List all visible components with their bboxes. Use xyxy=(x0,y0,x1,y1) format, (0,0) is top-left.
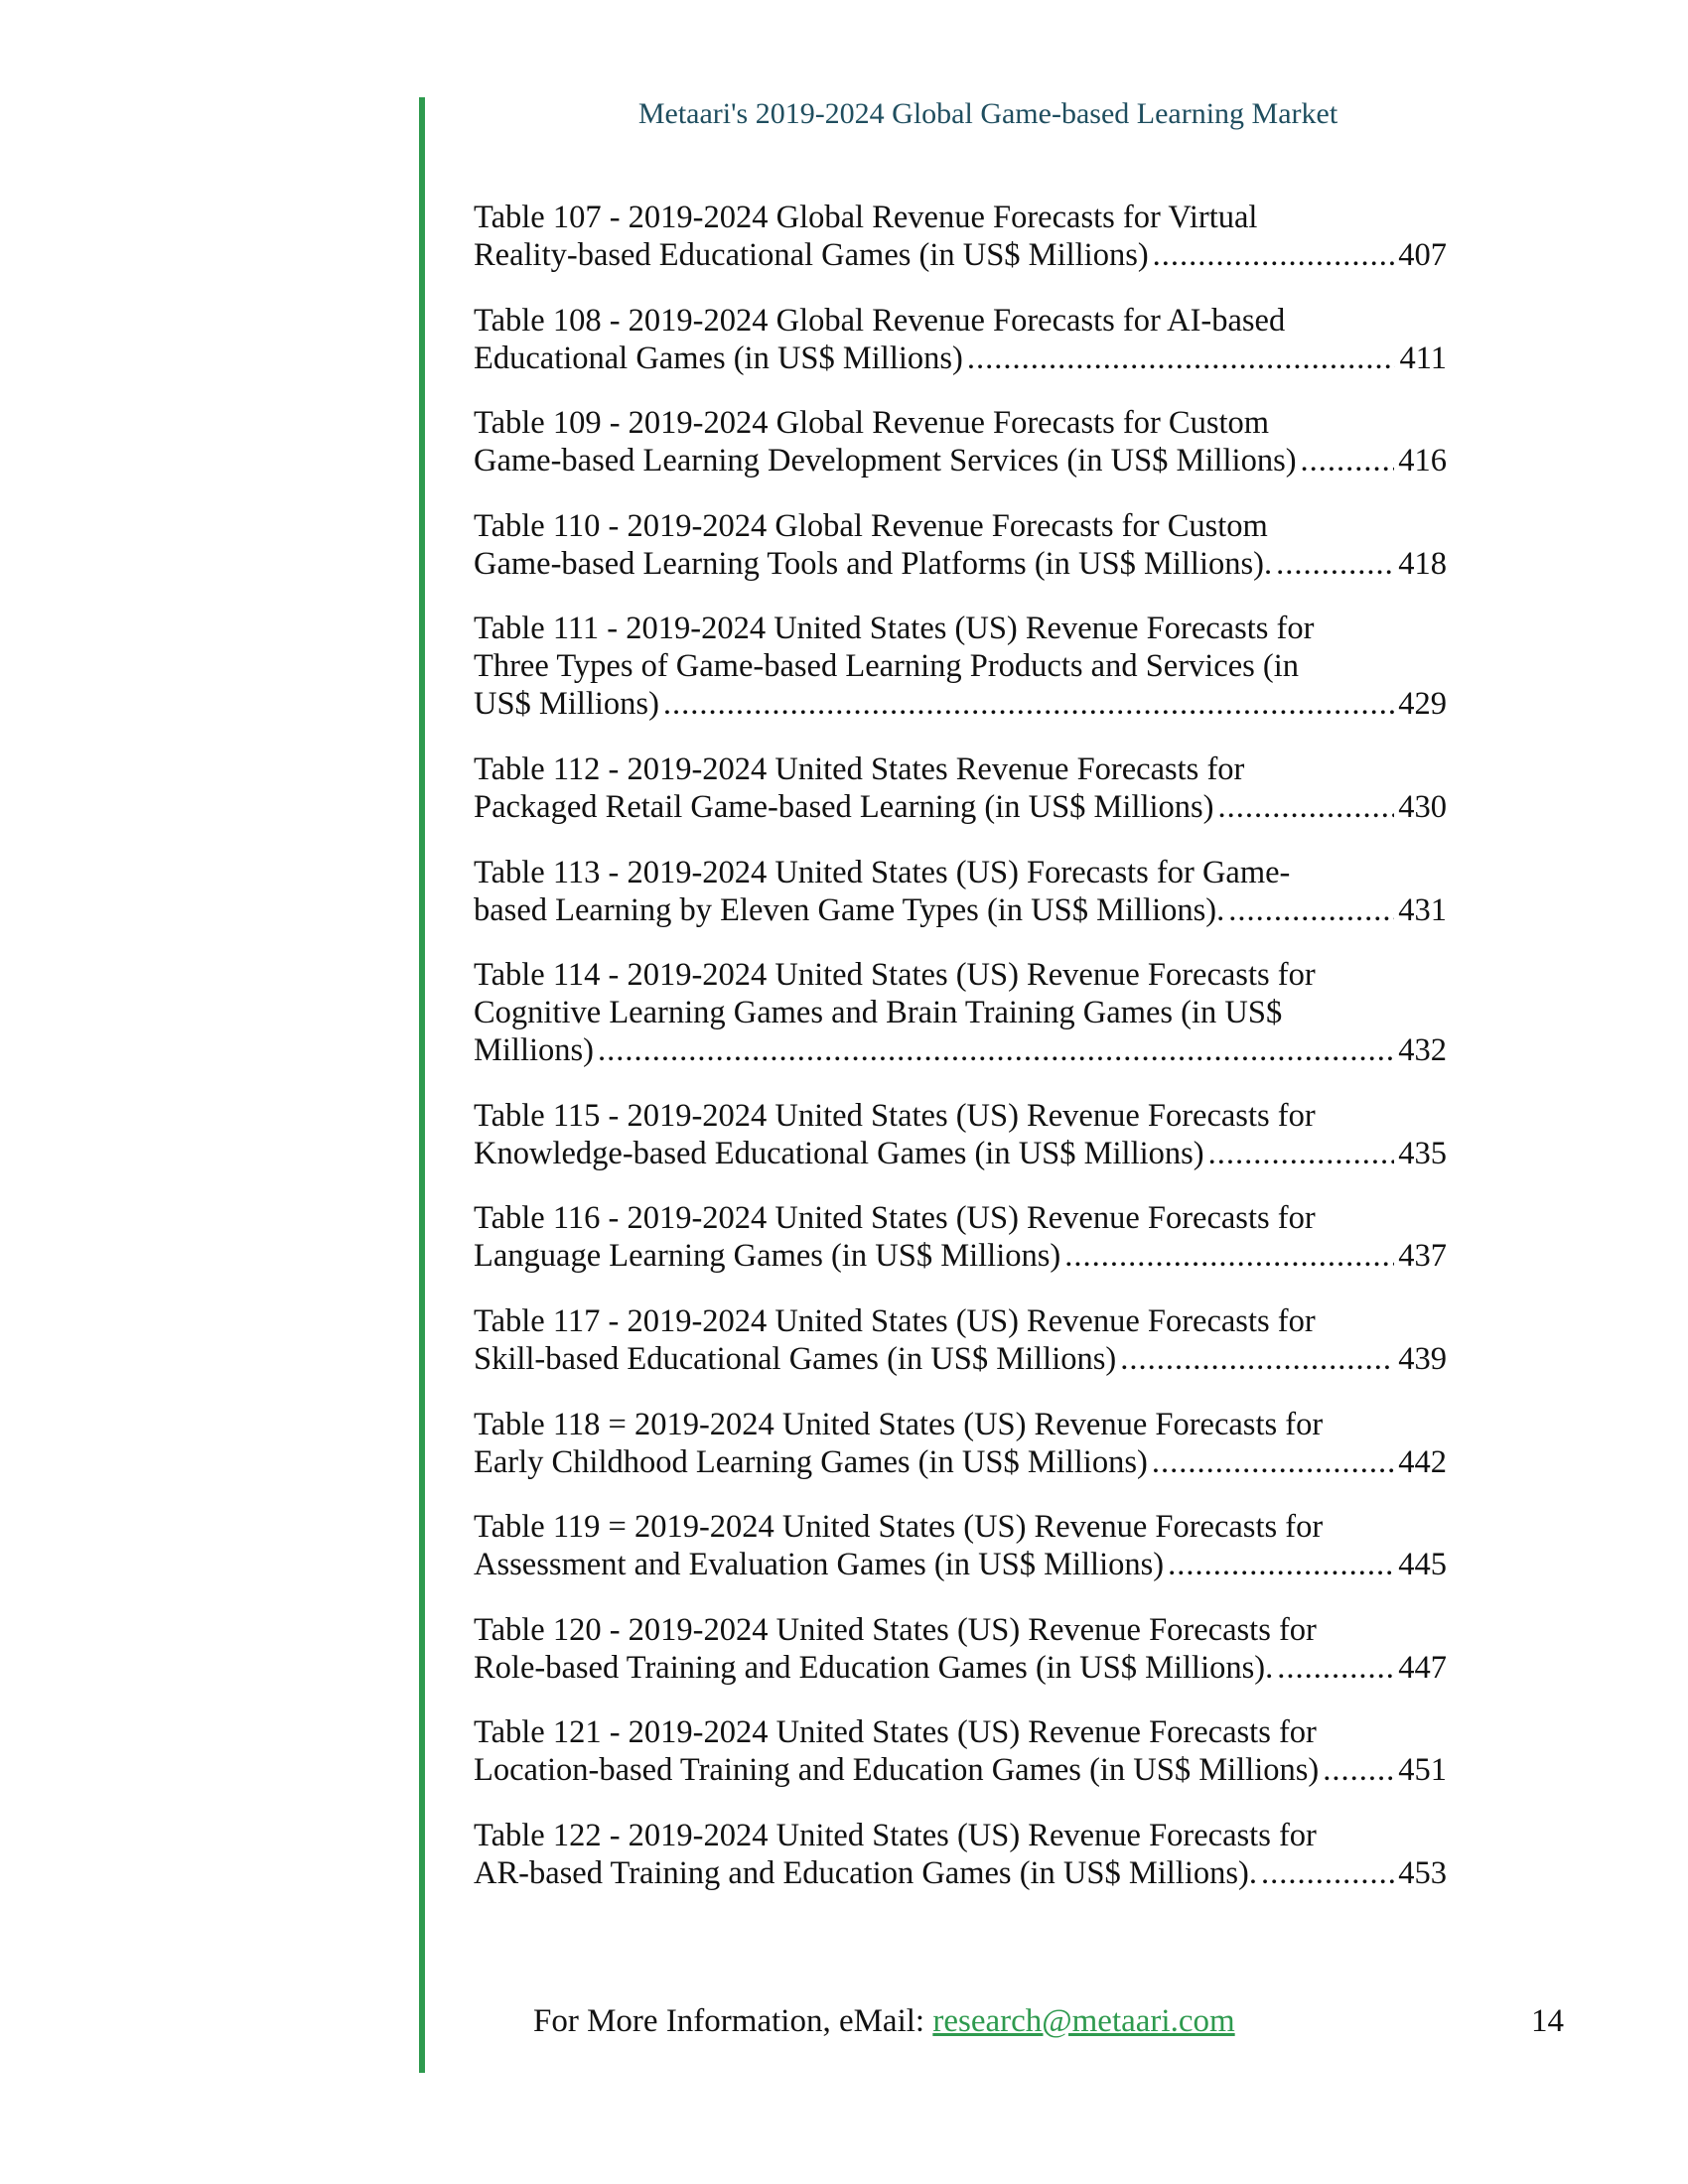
toc-entry[interactable] xyxy=(474,199,1447,274)
toc-entry-last-line xyxy=(474,1340,1447,1378)
toc-entry-line: Table 119 = 2019-2024 United States (US) Revenue Forecasts for xyxy=(474,1509,1324,1546)
toc-entry-title-end: Packaged Retail Game-based Learning (in US$ Millions) xyxy=(474,788,1214,825)
dot-leader xyxy=(1064,1237,1394,1275)
toc-entry-line: Table 108 - 2019-2024 Global Revenue Forecasts for AI-based xyxy=(474,302,1286,339)
toc-entry-page-number: 442 xyxy=(1398,1443,1447,1480)
toc-entry-page-number: 418 xyxy=(1398,545,1447,582)
footer-label: For More Information, eMail: xyxy=(533,2003,933,2039)
toc-entry-last-line xyxy=(474,236,1447,274)
toc-entry-last-line xyxy=(474,1854,1447,1892)
toc-entry-last-line xyxy=(474,891,1447,929)
toc-entry[interactable] xyxy=(474,956,1447,1069)
toc-entry-page-number: 431 xyxy=(1398,891,1447,928)
toc-entry-last-line xyxy=(474,1443,1447,1481)
toc-entry-page-number: 453 xyxy=(1398,1854,1447,1891)
dot-leader xyxy=(1208,1135,1395,1172)
toc-entry-line: Table 116 - 2019-2024 United States (US) Revenue Forecasts for xyxy=(474,1200,1316,1237)
footer-contact-text xyxy=(533,2003,1235,2040)
toc-entry[interactable] xyxy=(474,1817,1447,1892)
toc-entry-line: Three Types of Game-based Learning Products and Services (in xyxy=(474,648,1300,685)
toc-entry-title-end: Role-based Training and Education Games (in US$ Millions). xyxy=(474,1649,1274,1686)
toc-entry-line: Table 118 = 2019-2024 United States (US) Revenue Forecasts for xyxy=(474,1406,1324,1442)
toc-entry-last-line xyxy=(474,1751,1447,1789)
page-number: 14 xyxy=(1531,2003,1564,2039)
toc-entry-page-number: 445 xyxy=(1398,1547,1447,1583)
dot-leader xyxy=(598,1031,1394,1069)
toc-entry-last-line xyxy=(474,340,1447,377)
toc-entry-page-number: 407 xyxy=(1398,237,1447,273)
dot-leader xyxy=(1228,891,1394,929)
toc-entry[interactable] xyxy=(474,1097,1447,1172)
toc-entry[interactable] xyxy=(474,302,1447,377)
dot-leader xyxy=(1277,1649,1394,1687)
toc-entry-last-line xyxy=(474,1031,1447,1069)
toc-entry-page-number: 430 xyxy=(1398,788,1447,825)
toc-entry-title-end: based Learning by Eleven Game Types (in US$ Millions). xyxy=(474,891,1225,928)
toc-entry[interactable] xyxy=(474,507,1447,583)
toc-entry-title-end: Educational Games (in US$ Millions) xyxy=(474,340,963,376)
toc-entry-line: Table 111 - 2019-2024 United States (US) Revenue Forecasts for xyxy=(474,611,1315,647)
toc-entry[interactable] xyxy=(474,1199,1447,1275)
toc-entry-page-number: 411 xyxy=(1399,340,1447,376)
toc-entry-page-number: 439 xyxy=(1398,1340,1447,1377)
toc-entry-page-number: 447 xyxy=(1398,1649,1447,1686)
dot-leader xyxy=(967,340,1396,377)
toc-entry-line: Table 117 - 2019-2024 United States (US) Revenue Forecasts for xyxy=(474,1302,1316,1339)
dot-leader xyxy=(1218,788,1395,826)
dot-leader xyxy=(1261,1854,1394,1892)
left-green-rule xyxy=(419,97,425,2073)
toc-entry-title-end: Early Childhood Learning Games (in US$ Millions) xyxy=(474,1443,1148,1480)
toc-entry-line: Table 115 - 2019-2024 United States (US) Revenue Forecasts for xyxy=(474,1097,1316,1134)
dot-leader xyxy=(1323,1751,1394,1789)
toc-entry-title-end: Assessment and Evaluation Games (in US$ Millions) xyxy=(474,1547,1165,1583)
page-header-title: Metaari's 2019-2024 Global Game-based Learning Market xyxy=(637,97,1338,130)
dot-leader xyxy=(663,685,1394,723)
toc-entry-line: Table 110 - 2019-2024 Global Revenue Forecasts for Custom xyxy=(474,507,1268,544)
toc-entry[interactable] xyxy=(474,1713,1447,1789)
toc-entry-line: Table 121 - 2019-2024 United States (US) Revenue Forecasts for xyxy=(474,1714,1317,1751)
toc-entry-page-number: 451 xyxy=(1398,1752,1447,1789)
toc-entry[interactable] xyxy=(474,1302,1447,1378)
dot-leader xyxy=(1153,236,1395,274)
toc-entry-last-line xyxy=(474,685,1447,723)
toc-entry[interactable] xyxy=(474,1611,1447,1687)
dot-leader xyxy=(1301,442,1395,479)
toc-entry-line: Table 122 - 2019-2024 United States (US) Revenue Forecasts for xyxy=(474,1817,1317,1853)
toc-entry-last-line xyxy=(474,1649,1447,1687)
table-of-contents-list xyxy=(474,199,1447,1920)
toc-entry[interactable] xyxy=(474,854,1447,929)
toc-entry-page-number: 429 xyxy=(1398,686,1447,723)
toc-entry-title-end: Knowledge-based Educational Games (in US$ Millions) xyxy=(474,1135,1204,1171)
toc-entry[interactable] xyxy=(474,404,1447,479)
toc-entry-line: Table 120 - 2019-2024 United States (US) Revenue Forecasts for xyxy=(474,1611,1317,1648)
toc-entry-last-line xyxy=(474,442,1447,479)
toc-entry-line: Table 113 - 2019-2024 United States (US) Forecasts for Game- xyxy=(474,854,1291,890)
toc-entry[interactable] xyxy=(474,1406,1447,1481)
toc-entry-line: Table 109 - 2019-2024 Global Revenue Forecasts for Custom xyxy=(474,405,1270,442)
toc-entry-page-number: 437 xyxy=(1398,1238,1447,1275)
toc-entry-page-number: 435 xyxy=(1398,1135,1447,1171)
toc-entry-page-number: 416 xyxy=(1398,443,1447,479)
toc-entry-line: Table 114 - 2019-2024 United States (US) Revenue Forecasts for xyxy=(474,957,1316,994)
toc-entry-last-line xyxy=(474,788,1447,826)
toc-entry-last-line xyxy=(474,1237,1447,1275)
toc-entry-title-end: Millions) xyxy=(474,1032,594,1069)
toc-entry-page-number: 432 xyxy=(1398,1032,1447,1069)
dot-leader xyxy=(1120,1340,1394,1378)
toc-entry-line: Table 112 - 2019-2024 United States Revenue Forecasts for xyxy=(474,751,1245,787)
toc-entry-title-end: Location-based Training and Education Games (in US$ Millions) xyxy=(474,1752,1320,1789)
toc-entry-title-end: AR-based Training and Education Games (in US$ Millions). xyxy=(474,1854,1257,1891)
toc-entry-line: Cognitive Learning Games and Brain Training Games (in US$ xyxy=(474,995,1283,1031)
dot-leader xyxy=(1168,1546,1394,1583)
toc-entry-title-end: Language Learning Games (in US$ Millions) xyxy=(474,1238,1061,1275)
toc-entry[interactable] xyxy=(474,610,1447,723)
toc-entry-title-end: Game-based Learning Tools and Platforms (in US$ Millions). xyxy=(474,545,1273,582)
dot-leader xyxy=(1152,1443,1394,1481)
footer-email-link[interactable]: research@metaari.com xyxy=(932,2003,1235,2039)
toc-entry-title-end: Game-based Learning Development Services (in US$ Millions) xyxy=(474,443,1297,479)
toc-entry[interactable] xyxy=(474,751,1447,826)
toc-entry[interactable] xyxy=(474,1508,1447,1583)
toc-entry-last-line xyxy=(474,1135,1447,1172)
toc-entry-title-end: Reality-based Educational Games (in US$ Millions) xyxy=(474,237,1149,273)
toc-entry-line: Table 107 - 2019-2024 Global Revenue Forecasts for Virtual xyxy=(474,200,1258,235)
toc-entry-last-line xyxy=(474,545,1447,583)
toc-entry-title-end: Skill-based Educational Games (in US$ Millions) xyxy=(474,1340,1117,1377)
dot-leader xyxy=(1276,545,1394,583)
toc-entry-last-line xyxy=(474,1546,1447,1583)
toc-entry-title-end: US$ Millions) xyxy=(474,686,659,723)
